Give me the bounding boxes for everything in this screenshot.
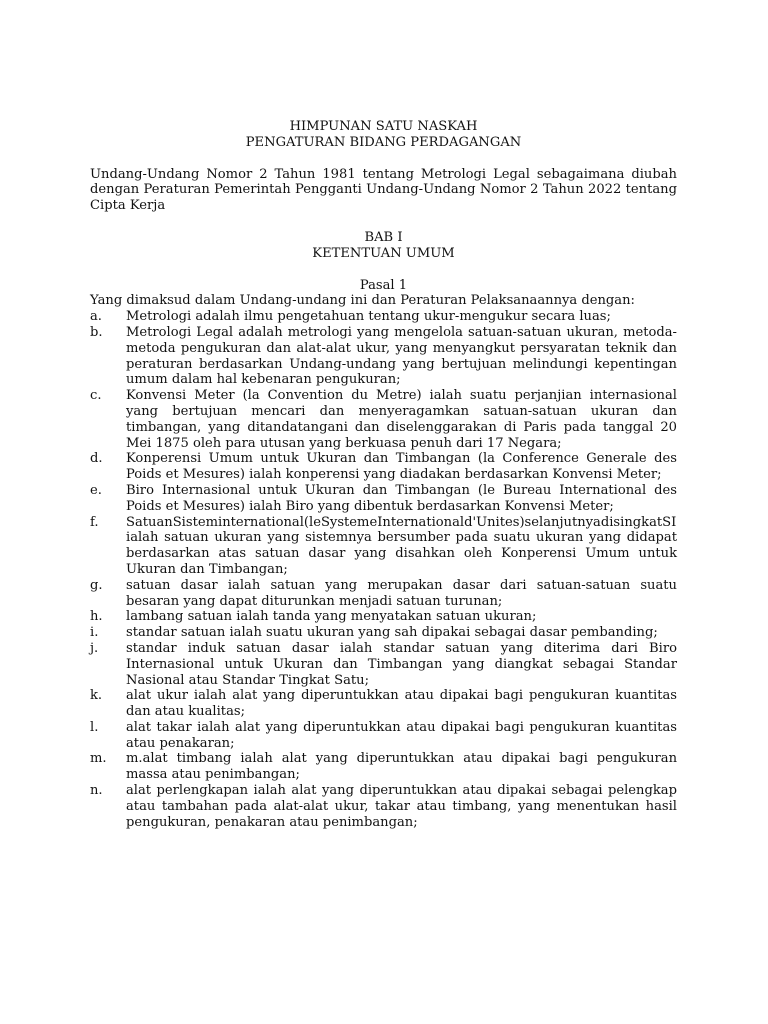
list-marker: g.: [90, 577, 103, 593]
spacer: [90, 214, 677, 230]
list-item-text: Biro Internasional untuk Ukuran dan Timbangan (le Bureau International des Poids et Mesures) ialah Biro yang dibentuk berdasarkan Konvensi Meter;: [126, 482, 677, 514]
list-marker: n.: [90, 783, 103, 799]
list-item: [90, 641, 677, 688]
list-marker: j.: [90, 640, 99, 656]
list-marker: m.: [90, 751, 107, 767]
list-item-text: standar satuan ialah suatu ukuran yang sah dipakai sebagai dasar pembanding;: [126, 625, 658, 641]
document-page: [90, 119, 677, 830]
document-heading-line2: PENGATURAN BIDANG PERDAGANGAN: [245, 134, 522, 150]
document-heading-line1: HIMPUNAN SATU NASKAH: [289, 119, 478, 134]
list-marker: f.: [90, 514, 99, 530]
list-marker: a.: [90, 309, 102, 325]
list-item-text: m.alat timbang ialah alat yang diperuntukkan atau dipakai bagi pengukuran massa atau penimbangan;: [126, 751, 677, 783]
list-marker: e.: [90, 482, 102, 498]
list-item: [90, 388, 677, 451]
chapter-number: BAB I: [364, 229, 403, 245]
spacer: [90, 262, 677, 278]
list-marker: l.: [90, 719, 99, 735]
list-item: [90, 688, 677, 720]
list-item: [90, 325, 677, 388]
spacer: [90, 151, 677, 167]
list-item: [90, 625, 677, 641]
list-item: [90, 751, 677, 783]
intro-paragraph: Undang-Undang Nomor 2 Tahun 1981 tentang Metrologi Legal sebagaimana diubah dengan Peraturan Pemerintah Pengganti Undang-Undang Nomor 2 Tahun 2022 tentang Cipta Kerja: [90, 166, 677, 214]
list-item: [90, 609, 677, 625]
definition-list: [90, 309, 677, 830]
list-item-text: Konperensi Umum untuk Ukuran dan Timbangan (la Conference Generale des Poids et Mesures) ialah konperensi yang diadakan berdasarkan Konvensi Meter;: [126, 451, 677, 483]
list-item: [90, 309, 677, 325]
list-item-text: alat ukur ialah alat yang diperuntukkan atau dipakai bagi pengukuran kuantitas dan atau kualitas;: [126, 688, 677, 720]
list-marker: h.: [90, 609, 103, 625]
list-item-text: SatuanSisteminternational(leSystemeInternationald'Unites)selanjutnyadisingkatSIialah satuan ukuran yang sistemnya bersumber pada suatu ukuran yang didapat berdasarkan atas satuan dasar yang disahkan oleh Konperensi Umum untuk Ukuran dan Timbangan;: [126, 514, 677, 577]
list-marker: k.: [90, 688, 103, 704]
list-item: [90, 783, 677, 830]
list-item: [90, 515, 677, 578]
list-item: [90, 483, 677, 515]
list-item-text: Metrologi adalah ilmu pengetahuan tentang ukur-mengukur secara luas;: [126, 309, 611, 325]
list-marker: d.: [90, 451, 103, 467]
chapter-title: KETENTUAN UMUM: [312, 245, 455, 261]
list-item-text: Konvensi Meter (la Convention du Metre) ialah suatu perjanjian internasional yang bertujuan mencari dan menyeragamkan satuan-satuan ukuran dan timbangan, yang ditandatangani dan diselenggarakan di Paris pada tanggal 20 Mei 1875 oleh para utusan yang berkuasa penuh dari 17 Negara;: [126, 388, 677, 451]
list-marker: i.: [90, 625, 99, 641]
list-item: [90, 451, 677, 483]
list-item-text: alat takar ialah alat yang diperuntukkan atau dipakai bagi pengukuran kuantitas atau penakaran;: [126, 719, 677, 751]
list-marker: b.: [90, 324, 103, 340]
article-lead: Yang dimaksud dalam Undang-undang ini dan Peraturan Pelaksanaannya dengan:: [90, 293, 635, 309]
list-marker: c.: [90, 388, 102, 404]
list-item: [90, 720, 677, 752]
article-title: Pasal 1: [359, 277, 408, 293]
list-item: [90, 578, 677, 610]
list-item-text: lambang satuan ialah tanda yang menyatakan satuan ukuran;: [126, 609, 537, 625]
list-item-text: standar induk satuan dasar ialah standar satuan yang diterima dari Biro Internasional untuk Ukuran dan Timbangan yang diangkat sebagai Standar Nasional atau Standar Tingkat Satu;: [126, 640, 677, 688]
list-item-text: satuan dasar ialah satuan yang merupakan dasar dari satuan-satuan suatu besaran yang dapat diturunkan menjadi satuan turunan;: [126, 577, 677, 609]
list-item-text: Metrologi Legal adalah metrologi yang mengelola satuan-satuan ukuran, metoda-metoda pengukuran dan alat-alat ukur, yang menyangkut persyaratan teknik dan peraturan berdasarkan Undang-undang yang bertujuan melindungi kepentingan umum dalam hal kebenaran pengukuran;: [126, 324, 677, 388]
list-item-text: alat perlengkapan ialah alat yang diperuntukkan atau dipakai sebagai pelengkap atau tambahan pada alat-alat ukur, takar atau timbang, yang menentukan hasil pengukuran, penakaran atau penimbangan;: [126, 783, 677, 830]
